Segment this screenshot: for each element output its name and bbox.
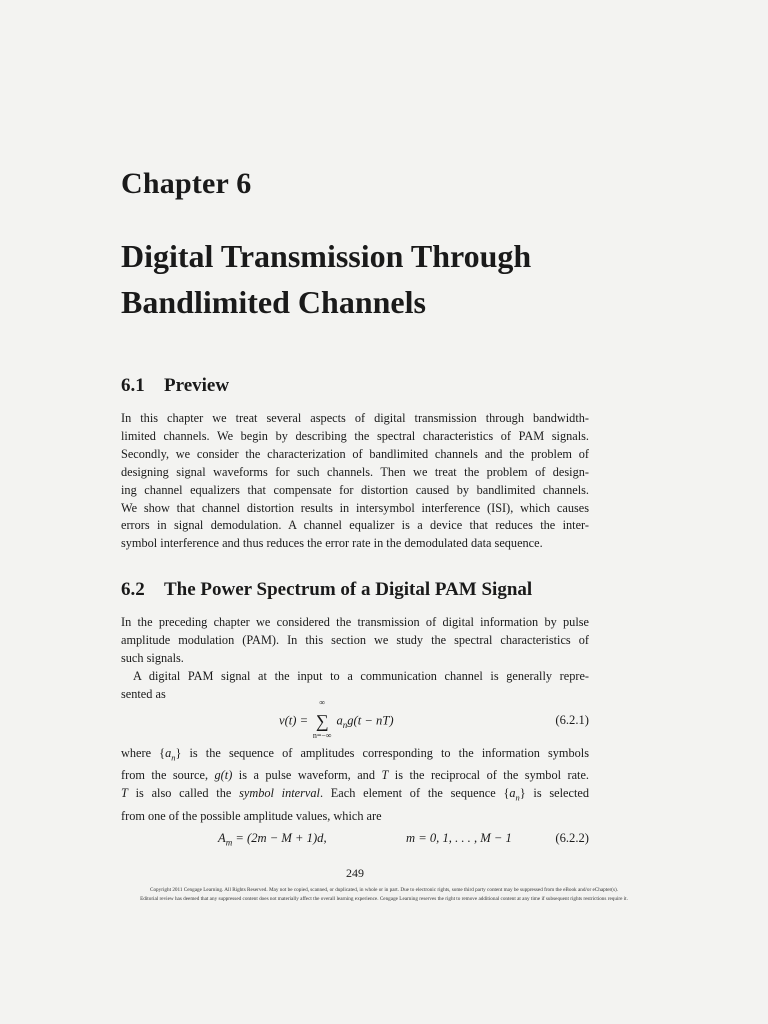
- chapter-label: Chapter 6: [121, 167, 252, 200]
- intro-paragraph: [121, 614, 589, 668]
- equation-body: [279, 698, 394, 740]
- chapter-title-line: Bandlimited Channels: [121, 284, 426, 320]
- equation-term-tail: g(t − nT): [347, 713, 394, 728]
- section-number: 6.1: [121, 375, 145, 396]
- equation-term: a: [336, 713, 343, 728]
- chapter-title: [121, 233, 681, 325]
- text-line: sented as: [121, 686, 166, 701]
- copyright-notice: Editorial review has deemed that any suppressed content does not materially affect the overall learning experience. Cengage Learning reserves the right to remove additional content at any time if subsequent rights restrictions require it.: [140, 896, 628, 902]
- text-line: symbol interference and thus reduces the error rate in the demodulated data sequence.: [121, 536, 543, 551]
- summation: [311, 698, 333, 740]
- preview-paragraph: [121, 410, 589, 553]
- text-line: In the preceding chapter we considered the transmission of digital information by pulse: [121, 615, 589, 629]
- text-line: designing signal waveforms for such channels. Then we treat the problem of design-: [121, 464, 589, 479]
- sum-symbol: ∑: [315, 711, 329, 731]
- pam-paragraph: [121, 668, 589, 704]
- equation-number: (6.2.1): [555, 713, 589, 727]
- equation-lhs: v(t) =: [279, 713, 309, 728]
- text-line: A digital PAM signal at the input to a communication channel is generally repre-: [133, 669, 589, 683]
- amplitude-paragraph: [121, 745, 589, 826]
- text-line: limited channels. We begin by describing the spectral characteristics of PAM signals.: [121, 428, 589, 443]
- text-line: T is also called the symbol interval. Each element of the sequence $\{a_n\}$ is selected: [121, 786, 589, 803]
- section-title: Preview: [164, 375, 230, 396]
- text-line: from one of the possible amplitude values, which are: [121, 808, 382, 823]
- section-number: 6.2: [121, 579, 145, 600]
- text-line: ing channel equalizers that compensate for distortion caused by bandlimited channels.: [121, 482, 589, 497]
- chapter-title-line: Digital Transmission Through: [121, 238, 532, 274]
- equation-subscript: m: [225, 837, 233, 848]
- equation-number: (6.2.2): [555, 831, 589, 845]
- text-line: In this chapter we treat several aspects of digital transmission through bandwidth-: [121, 411, 589, 425]
- equation-rhs: = (2m − M + 1)d,: [232, 831, 327, 845]
- sum-lower-limit: n=−∞: [312, 731, 332, 740]
- section-heading-preview: [121, 375, 229, 397]
- page-number: 249: [346, 866, 364, 880]
- text-line: where $\{a_n\}$ is the sequence of amplitudes corresponding to the information symbols: [121, 746, 589, 763]
- equation-subscript: n: [342, 719, 348, 730]
- equation-body: [218, 831, 327, 848]
- text-line: Secondly, we consider the characterization of bandlimited channels and the problem of: [121, 446, 589, 461]
- text-line: such signals.: [121, 650, 184, 665]
- text-line: from the source, g(t) is a pulse waveform, and T is the reciprocal of the symbol rate.: [121, 768, 589, 783]
- equation-lhs: A: [218, 831, 226, 845]
- text-line: We show that channel distortion results in intersymbol interference (ISI), which causes: [121, 500, 589, 515]
- equation-6-2-2: [121, 831, 589, 851]
- equation-6-2-1: [121, 698, 589, 740]
- text-line: errors in signal demodulation. A channel equalizer is a device that reduces the inter-: [121, 518, 589, 533]
- section-heading-power-spectrum: [121, 579, 532, 601]
- copyright-notice: Copyright 2011 Cengage Learning. All Rights Reserved. May not be copied, scanned, or duplicated, in whole or in part. Due to electronic rights, some third party content may be suppressed from the eBook and/or eChapter(s).: [149, 887, 618, 893]
- equation-condition: m = 0, 1, . . . , M − 1: [406, 831, 512, 845]
- section-title: The Power Spectrum of a Digital PAM Signal: [164, 579, 533, 600]
- sum-upper-limit: ∞: [319, 698, 326, 707]
- text-line: amplitude modulation (PAM). In this section we study the spectral characteristics of: [121, 632, 589, 647]
